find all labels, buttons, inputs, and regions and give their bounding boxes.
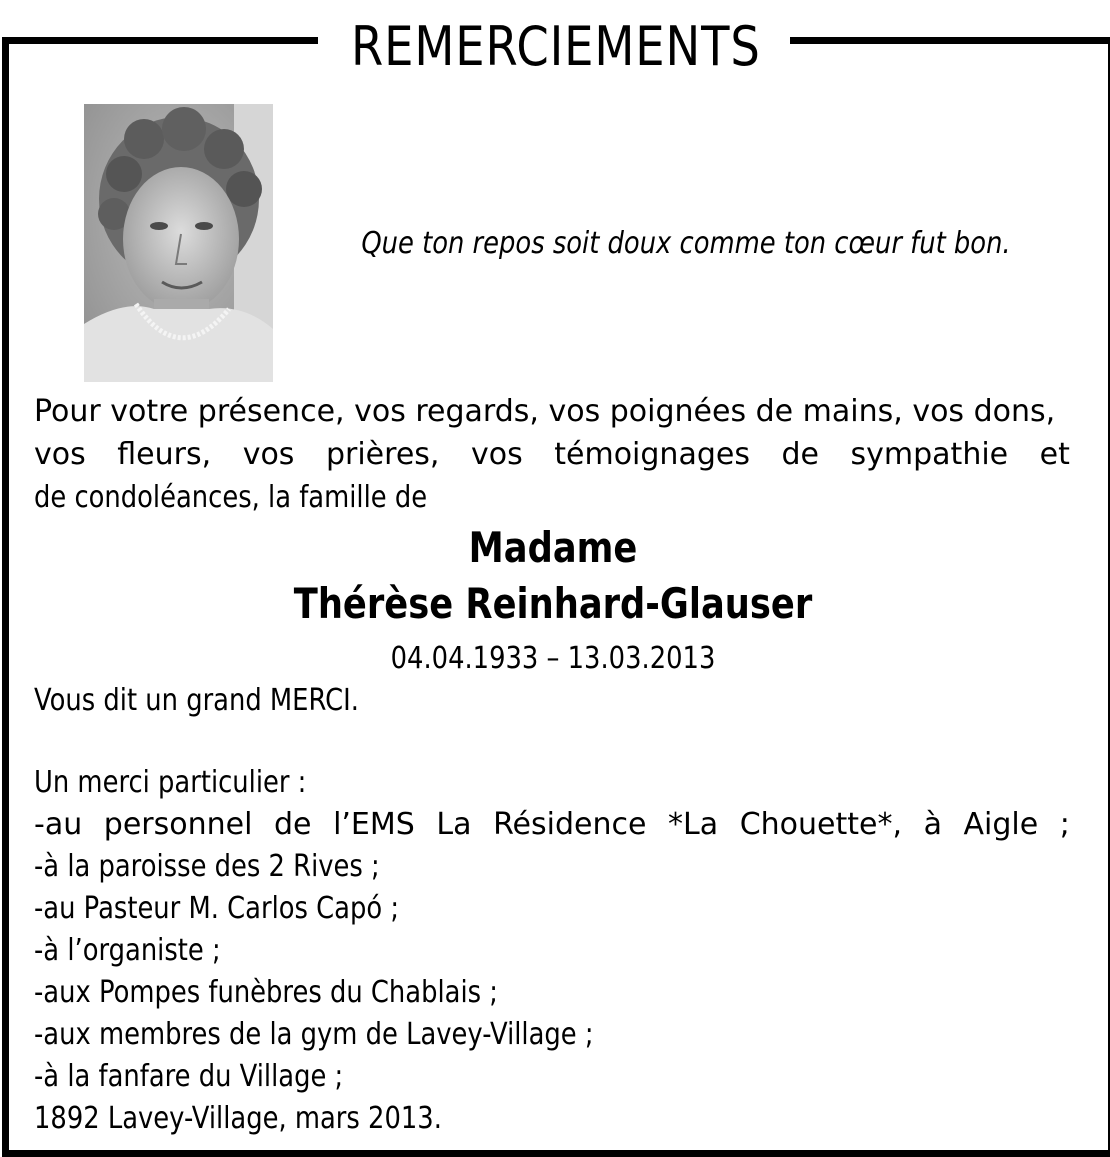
thanks-item: -à l’organiste ;: [34, 933, 221, 968]
thanks-word: personnel: [103, 807, 253, 842]
intro-line-1: [34, 390, 1070, 433]
intro-word: et: [1039, 437, 1070, 472]
deceased-name-block: [0, 520, 1106, 632]
thanks-word: de: [274, 807, 312, 842]
intro-paragraph: [34, 390, 1070, 519]
deceased-title: Madame: [468, 523, 638, 572]
intro-line-1-text: Pour votre présence, vos regards, vos poignées de mains, vos dons,: [34, 394, 1056, 429]
intro-word: prières,: [325, 437, 440, 472]
thanks-word: Résidence: [493, 807, 647, 842]
thanks-item: -à la paroisse des 2 Rives ;: [34, 849, 380, 884]
intro-word: sympathie: [850, 437, 1009, 472]
portrait-image: [84, 104, 273, 382]
thanks-word: Chouette*,: [739, 807, 902, 842]
thanks-word: l’EMS: [333, 807, 415, 842]
thanks-item: [34, 804, 1070, 846]
thanks-word: à: [923, 807, 942, 842]
intro-line-3: de condoléances, la famille de: [34, 480, 428, 515]
closing-line: 1892 Lavey-Village, mars 2013.: [34, 1101, 442, 1136]
announcement-title: REMERCIEMENTS: [351, 15, 761, 78]
intro-word: vos: [34, 437, 86, 472]
thanks-item: -au Pasteur M. Carlos Capó ;: [34, 891, 400, 926]
intro-word: témoignages: [554, 437, 750, 472]
intro-word: de: [781, 437, 819, 472]
thanks-word: -au: [34, 807, 83, 842]
thanks-word: *La: [668, 807, 719, 842]
life-dates: 04.04.1933 – 13.03.2013: [390, 641, 716, 676]
thanks-word: La: [436, 807, 472, 842]
deceased-name: Thérèse Reinhard-Glauser: [293, 579, 813, 628]
intro-line-2: [34, 433, 1070, 476]
intro-word: vos: [470, 437, 523, 472]
thanks-item: -aux membres de la gym de Lavey-Village ;: [34, 1017, 594, 1052]
intro-word: fleurs,: [117, 437, 212, 472]
thanks-item: -aux Pompes funèbres du Chablais ;: [34, 975, 498, 1010]
memorial-quote: Que ton repos soit doux comme ton cœur fut bon.: [361, 226, 1011, 261]
thanks-item: -à la fanfare du Village ;: [34, 1059, 344, 1094]
thanks-list: [34, 762, 1070, 1140]
portrait-photo: [84, 104, 273, 382]
intro-word: vos: [242, 437, 295, 472]
thanks-word: Aigle: [963, 807, 1039, 842]
thank-you-line: Vous dit un grand MERCI.: [34, 683, 359, 718]
thanks-word: ;: [1059, 807, 1070, 842]
thanks-heading: Un merci particulier :: [34, 765, 307, 800]
